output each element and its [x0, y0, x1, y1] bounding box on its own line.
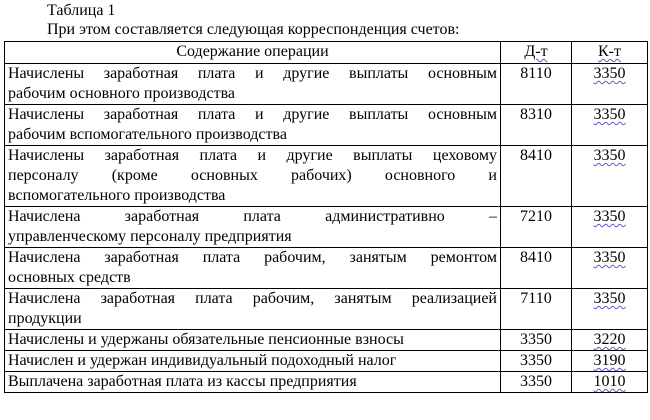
- operation-cell: [5, 248, 501, 289]
- credit-cell: [572, 207, 648, 248]
- debit-cell: 7110: [501, 289, 572, 330]
- table-row: [5, 146, 648, 207]
- header-debit-label: Д-т: [524, 43, 548, 60]
- table-header-row: [5, 42, 648, 64]
- debit-cell: 7210: [501, 207, 572, 248]
- debit-cell: 8110: [501, 64, 572, 105]
- operation-text-line: Начислена заработная плата административно –: [8, 208, 497, 225]
- debit-cell: 3350: [501, 330, 572, 351]
- header-credit-label: К-т: [598, 43, 621, 60]
- operation-text-line: рабочим вспомогательного производства: [8, 126, 287, 143]
- table-body: [5, 64, 648, 393]
- operation-text-line: Начислены заработная плата и другие выплаты цеховому: [8, 147, 497, 164]
- debit-cell: 3350: [501, 372, 572, 393]
- credit-value: 3350: [593, 65, 626, 82]
- credit-cell: [572, 289, 648, 330]
- header-credit: [572, 42, 648, 64]
- debit-cell: 3350: [501, 351, 572, 372]
- credit-cell: [572, 351, 648, 372]
- table-label: Таблица 1: [47, 2, 116, 19]
- credit-value: 3350: [593, 147, 626, 164]
- accounts-correspondence-table: [4, 41, 648, 393]
- credit-value: 1010: [593, 373, 626, 390]
- header-debit: [501, 42, 572, 64]
- operation-text-line: рабочим основного производства: [8, 85, 236, 102]
- operation-text-line: продукции: [8, 310, 82, 327]
- operation-text-line: персоналу (кроме основных рабочих) основного и: [8, 167, 497, 184]
- credit-value: 3350: [593, 249, 626, 266]
- table-row: [5, 289, 648, 330]
- table-row: [5, 351, 648, 372]
- operation-text-line: Начислены заработная плата и другие выплаты основным: [8, 106, 497, 123]
- operation-text-line: Начислены заработная плата и другие выплаты основным: [8, 65, 497, 82]
- table-row: [5, 248, 648, 289]
- table-row: [5, 330, 648, 351]
- operation-cell: [5, 351, 501, 372]
- operation-text-line: Начислен и удержан индивидуальный подоходный налог: [8, 352, 397, 369]
- debit-cell: 8410: [501, 146, 572, 207]
- credit-cell: [572, 372, 648, 393]
- operation-text-line: Начислена заработная плата рабочим, занятым реализацией: [8, 290, 497, 307]
- table-row: [5, 372, 648, 393]
- table-intro: При этом составляется следующая корреспонденция счетов:: [47, 21, 460, 38]
- operation-text-line: вспомогательного производства: [8, 187, 226, 204]
- credit-value: 3220: [593, 331, 626, 348]
- credit-cell: [572, 64, 648, 105]
- operation-cell: [5, 289, 501, 330]
- operation-cell: [5, 372, 501, 393]
- operation-text-line: Начислены и удержаны обязательные пенсионные взносы: [8, 331, 404, 348]
- credit-value: 3350: [593, 208, 626, 225]
- credit-value: 3190: [593, 352, 626, 369]
- debit-cell: 8310: [501, 105, 572, 146]
- operation-text-line: основных средств: [8, 269, 131, 286]
- debit-cell: 8410: [501, 248, 572, 289]
- operation-cell: [5, 330, 501, 351]
- operation-text-line: Выплачена заработная плата из кассы предприятия: [8, 373, 357, 390]
- operation-cell: [5, 146, 501, 207]
- table-row: [5, 207, 648, 248]
- operation-text-line: управленческому персоналу предприятия: [8, 228, 292, 245]
- credit-value: 3350: [593, 290, 626, 307]
- operation-cell: [5, 64, 501, 105]
- credit-cell: [572, 248, 648, 289]
- operation-cell: [5, 207, 501, 248]
- header-operation: Содержание операции: [5, 42, 501, 64]
- table-row: [5, 105, 648, 146]
- operation-cell: [5, 105, 501, 146]
- credit-value: 3350: [593, 106, 626, 123]
- credit-cell: [572, 146, 648, 207]
- credit-cell: [572, 330, 648, 351]
- credit-cell: [572, 105, 648, 146]
- operation-text-line: Начислена заработная плата рабочим, занятым ремонтом: [8, 249, 497, 266]
- table-row: [5, 64, 648, 105]
